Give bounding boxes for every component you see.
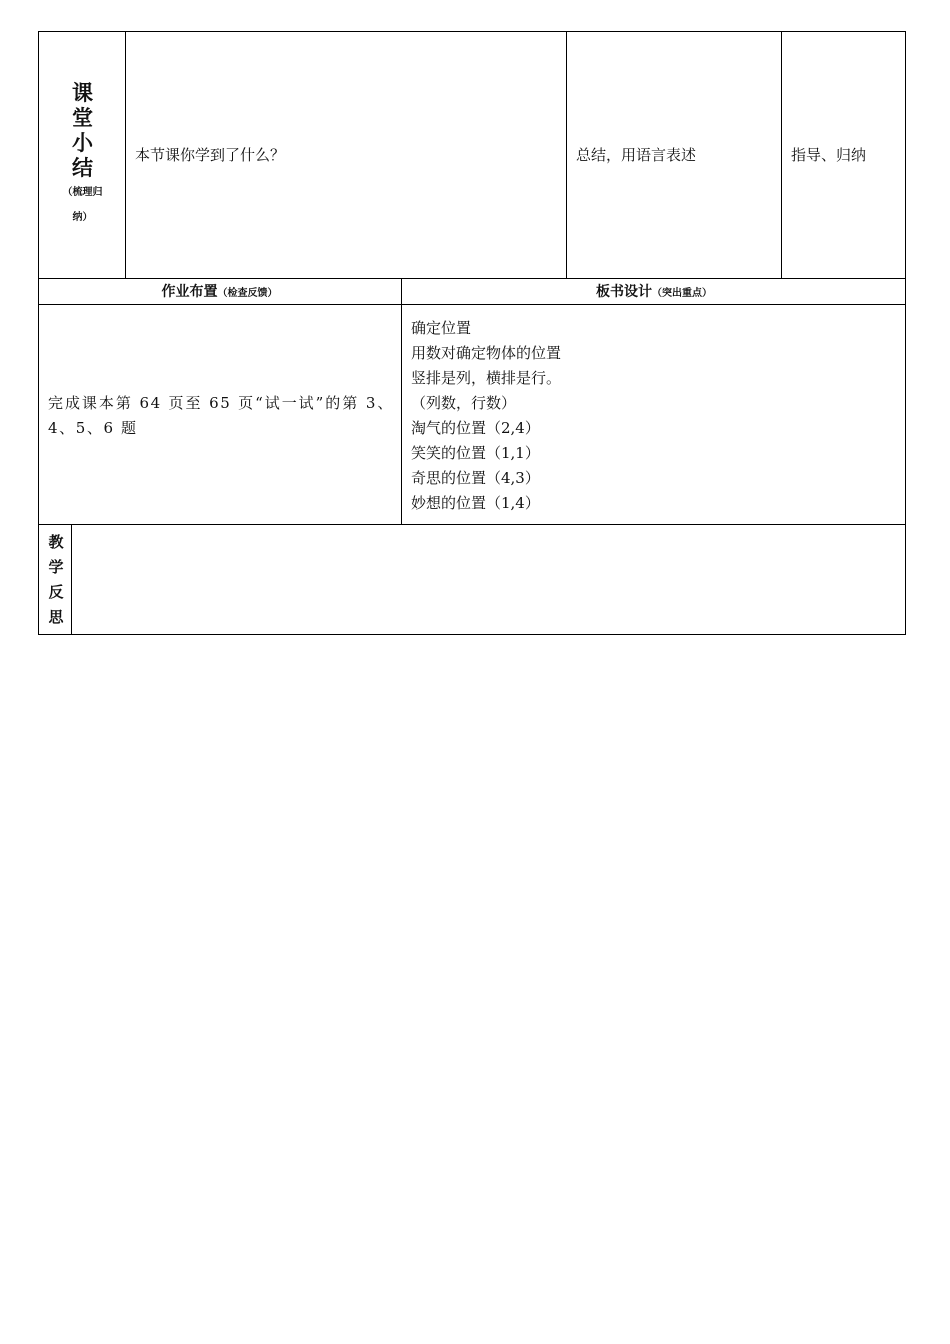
reflection-label: [40, 530, 72, 630]
divider: [401, 278, 402, 525]
student-activity: 总结，用语言表述: [576, 146, 697, 164]
reflection-char: 教: [48, 533, 64, 551]
reflection-char: 反: [48, 583, 64, 601]
board-line: 笑笑的位置（1,1）: [411, 444, 540, 462]
board-header-note: （突出重点）: [652, 288, 712, 299]
board-line: 竖排是列，横排是行。: [411, 369, 562, 387]
reflection-char: 思: [48, 608, 64, 626]
reflection-char: 学: [48, 558, 64, 576]
homework-header: [38, 279, 401, 307]
board-line: 奇思的位置（4,3）: [411, 469, 540, 487]
divider: [566, 31, 567, 279]
divider: [125, 31, 126, 279]
board-header-title: 板书设计: [596, 284, 652, 300]
divider: [781, 31, 782, 279]
summary-note-line1: （梳理归: [62, 187, 103, 198]
title-char: 堂: [72, 106, 93, 130]
summary-note-line2: 纳）: [72, 212, 93, 223]
board-line: 用数对确定物体的位置: [411, 344, 562, 362]
teacher-activity: 指导、归纳: [791, 146, 867, 164]
divider: [38, 524, 906, 525]
title-char: 小: [72, 131, 93, 155]
homework-text: 完成课本第 64 页至 65 页“试一试”的第 3、4、5、6 题: [48, 394, 394, 437]
summary-section-title: [40, 81, 125, 181]
title-char: 结: [72, 156, 93, 180]
board-design: [411, 316, 561, 516]
board-line: 确定位置: [411, 319, 472, 337]
board-line: （列数，行数）: [411, 394, 517, 412]
board-line: 淘气的位置（2,4）: [411, 419, 540, 437]
summary-content: 本节课你学到了什么？: [135, 146, 286, 164]
board-line: 妙想的位置（1,4）: [411, 494, 540, 512]
homework-header-note: （检查反馈）: [217, 288, 278, 299]
board-header: [402, 279, 906, 307]
homework-header-title: 作业布置: [161, 284, 218, 300]
title-char: 课: [72, 81, 93, 105]
